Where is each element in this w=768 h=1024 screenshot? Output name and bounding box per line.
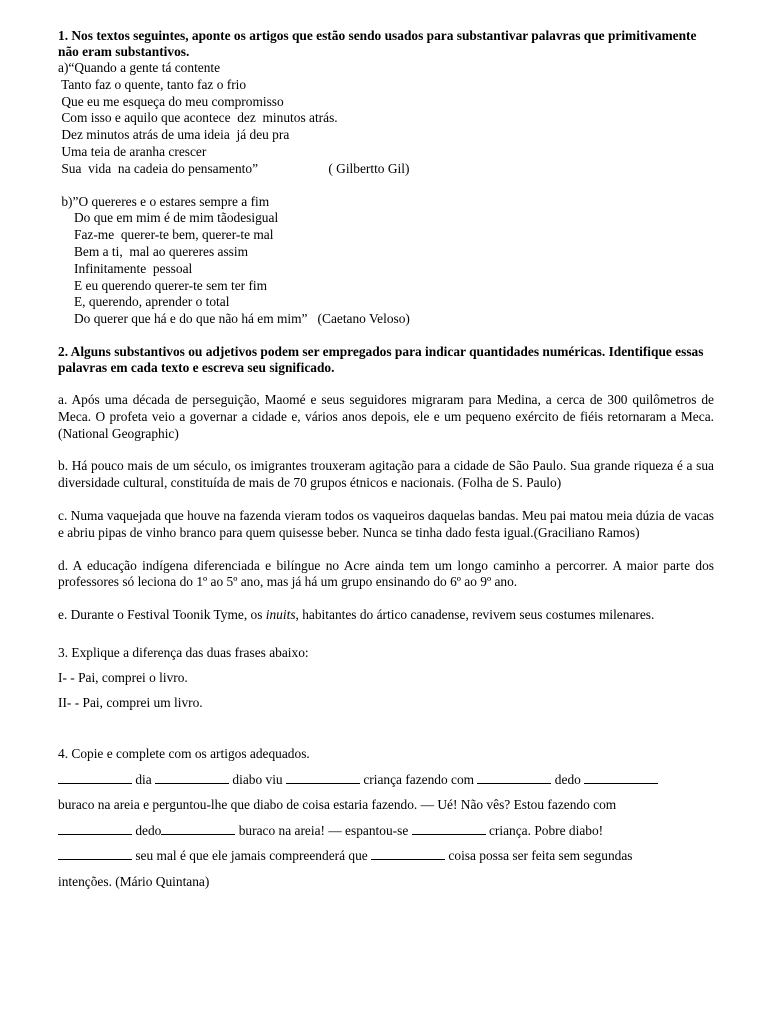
poem-b-line: Do que em mim é de mim tãodesigual: [74, 210, 279, 226]
poem-b-line: b)”O quereres e o estares sempre a fim: [58, 193, 270, 209]
poem-a-line: a)“Quando a gente tá contente: [58, 60, 221, 75]
fill-text: diabo viu: [229, 771, 286, 787]
question-2-text-b: b. Há pouco mais de um século, os imigrantes trouxeram agitação para a cidade de São Paulo. Sua grande riqueza é a sua diversidade cultural, constituída de mais de 70 grupos étnicos e nacionais. (Folha de S. Paulo): [58, 458, 714, 491]
fill-line-5: intenções. (Mário Quintana): [58, 873, 210, 889]
poem-a-line: Sua vida na cadeia do pensamento” ( Gilbertto Gil): [58, 160, 410, 176]
fill-text: dia: [132, 771, 156, 787]
poem-b-line: Bem a ti, mal ao quereres assim: [74, 243, 249, 259]
text-e-start: e. Durante o Festival Toonik Tyme, os: [58, 607, 266, 623]
poem-a-line: Uma teia de aranha crescer: [58, 143, 207, 159]
fill-line-3: [58, 818, 714, 844]
poem-b-line: Infinitamente pessoal: [74, 260, 193, 276]
answer-blank[interactable]: [371, 849, 445, 860]
poem-b-line: Do querer que há e do que não há em mim” (Caetano Veloso): [74, 311, 410, 327]
fill-text: buraco na areia! — espantou-se: [235, 822, 412, 838]
question-3: [58, 640, 714, 715]
text-e-end: , habitantes do ártico canadense, revivem seus costumes milenares.: [295, 607, 655, 623]
poem-a-line: Com isso e aquilo que acontece dez minutos atrás.: [58, 110, 338, 126]
poem-a-line: Dez minutos atrás de uma ideia já deu pra: [58, 127, 290, 143]
sentence-ii: II- - Pai, comprei um livro.: [58, 694, 203, 710]
question-2-title: 2. Alguns substantivos ou adjetivos podem ser empregados para indicar quantidades numéricas. Identifique essas palavras em cada texto e escreva seu significado.: [58, 343, 704, 375]
fill-text: dedo: [551, 771, 585, 787]
fill-line-2: buraco na areia e perguntou-lhe que diabo de coisa estaria fazendo. — Ué! Não vês? Estou fazendo com: [58, 797, 617, 813]
fill-text: criança fazendo com: [359, 771, 478, 787]
poem-a-line: Tanto faz o quente, tanto faz o frio: [58, 76, 247, 92]
answer-blank[interactable]: [58, 849, 132, 860]
fill-text: seu mal é que ele jamais compreenderá que: [132, 848, 372, 864]
question-1: [58, 28, 714, 328]
fill-line-1: [58, 767, 714, 793]
answer-blank[interactable]: [58, 773, 132, 784]
answer-blank[interactable]: [477, 773, 551, 784]
question-4-title: 4. Copie e complete com os artigos adequados.: [58, 745, 310, 761]
fill-text: criança. Pobre diabo!: [485, 822, 604, 838]
sentence-i: I- - Pai, comprei o livro.: [58, 669, 188, 685]
question-2-text-e: [58, 607, 714, 624]
fill-line-4: [58, 843, 714, 869]
answer-blank[interactable]: [412, 824, 486, 835]
question-2: [58, 344, 714, 624]
question-3-title: 3. Explique a diferença das duas frases abaixo:: [58, 644, 309, 660]
fill-text: dedo: [132, 822, 162, 838]
poem-caetano-veloso: [58, 194, 714, 328]
answer-blank[interactable]: [161, 824, 235, 835]
poem-gilberto-gil: [58, 60, 714, 178]
question-2-text-c: c. Numa vaquejada que houve na fazenda vieram todos os vaqueiros daquelas bandas. Meu pai matou meia dúzia de vacas e abriu pipas de vinho branco para quem quisesse beber. Nunca se tinha dado festa igual.(Graciliano Ramos): [58, 507, 714, 540]
question-1-title: 1. Nos textos seguintes, aponte os artigos que estão sendo usados para substantivar palavras que primitivamente não eram substantivos.: [58, 28, 697, 59]
answer-blank[interactable]: [584, 773, 658, 784]
poem-a-line: Que eu me esqueça do meu compromisso: [58, 93, 284, 109]
question-2-text-a: a. Após uma década de perseguição, Maomé e seus seguidores migraram para Medina, a cerca de 300 quilômetros de Meca. O profeta veio a governar a cidade e, vários anos depois, ele e um pequeno exército de fiéis retornaram a Meca. (National Geographic): [58, 391, 714, 441]
question-4: [58, 741, 714, 895]
worksheet: [58, 28, 714, 894]
poem-b-line: E, querendo, aprender o total: [74, 294, 230, 310]
answer-blank[interactable]: [58, 824, 132, 835]
answer-blank[interactable]: [155, 773, 229, 784]
answer-blank[interactable]: [286, 773, 360, 784]
question-2-text-d: d. A educação indígena diferenciada e bilíngue no Acre ainda tem um longo caminho a percorrer. A maior parte dos professores só leciona do 1º ao 5º ano, mas já há um grupo ensinando do 6º ao 9º ano.: [58, 557, 714, 590]
poem-b-line: Faz-me querer-te bem, querer-te mal: [74, 227, 274, 243]
text-e-italic-word: inuits: [265, 607, 296, 623]
fill-text: coisa possa ser feita sem segundas: [445, 848, 633, 864]
poem-b-line: E eu querendo querer-te sem ter fim: [74, 277, 268, 293]
